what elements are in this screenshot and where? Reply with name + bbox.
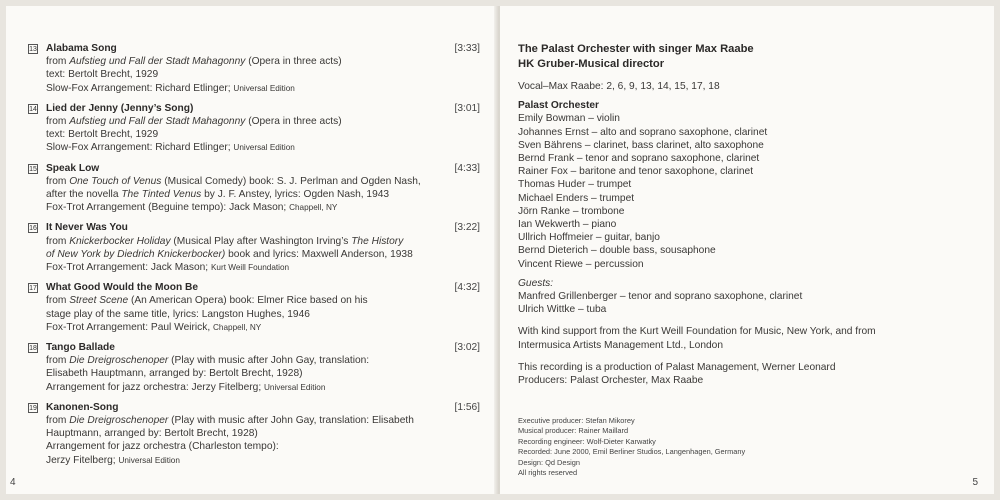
track-duration: [4:33] [454, 162, 480, 174]
musician-line: Bernd Frank – tenor and soprano saxophone, clarinet [518, 153, 760, 165]
publisher: Chappell, NY [213, 322, 262, 332]
track-number-badge: 16 [29, 225, 37, 233]
track-info-line: Arrangement for jazz orchestra: Jerzy Fitelberg; Universal Edition [46, 381, 326, 393]
musician-line: Vincent Riewe – percussion [518, 258, 644, 270]
track-info-line: from Die Dreigroschenoper (Play with music after John Gay, translation: Elisabeth [46, 415, 414, 427]
track-duration: [3:01] [454, 102, 480, 114]
guests-heading: Guests: [518, 277, 554, 289]
track-info-line: Elisabeth Hauptmann, arranged by: Bertolt Brecht, 1928) [46, 368, 303, 380]
track-entry [28, 281, 480, 334]
support-note [518, 325, 958, 351]
track-entry [28, 42, 480, 95]
track-entry [28, 401, 480, 467]
director-heading: HK Gruber-Musical director [518, 57, 665, 70]
track-info-line: Arrangement for jazz orchestra (Charleston tempo): [46, 441, 279, 453]
track-title: What Good Would the Moon Be [46, 282, 199, 294]
personnel-column [518, 42, 958, 387]
production-line: This recording is a production of Palast Management, Werner Leonard [518, 361, 836, 373]
track-title: Alabama Song [46, 43, 117, 54]
musician-list [518, 112, 958, 270]
track-info-line: text: Bertolt Brecht, 1929 [46, 129, 159, 141]
track-info-line: from Knickerbocker Holiday (Musical Play after Washington Irving’s The History [46, 235, 404, 247]
track-details [46, 221, 480, 274]
track-duration: [3:33] [454, 43, 480, 54]
track-info-line: from Aufstieg und Fall der Stadt Mahagonny (Opera in three acts) [46, 56, 342, 68]
track-duration: [3:02] [454, 342, 480, 354]
work-title: Aufstieg und Fall der Stadt Mahagonny [69, 116, 246, 128]
track-duration: [1:56] [454, 401, 480, 413]
vocal-line: Vocal–Max Raabe: 2, 6, 9, 13, 14, 15, 17, 18 [518, 81, 720, 92]
credit-line: Design: Qd Design [518, 457, 581, 467]
track-duration: [3:22] [454, 222, 480, 234]
work-title: Street Scene [69, 295, 129, 307]
credit-line: All rights reserved [518, 468, 578, 478]
musician-line: Bernd Dieterich – double bass, sousaphone [518, 245, 716, 257]
track-number-badge: 17 [29, 285, 37, 293]
work-title: of New York by Diedrich Knickerbocker) [46, 248, 226, 260]
track-info-line: after the novella The Tinted Venus by J. F. Anstey, lyrics: Ogden Nash, 1943 [46, 189, 390, 201]
track-list [28, 42, 480, 474]
track-duration: [4:32] [454, 282, 480, 294]
track-number-badge: 18 [29, 345, 37, 353]
track-number-badge: 19 [29, 404, 37, 412]
track-number-badge: 13 [29, 46, 37, 53]
work-title: Die Dreigroschenoper [69, 355, 169, 367]
work-title: Aufstieg und Fall der Stadt Mahagonny [69, 56, 246, 68]
support-line: Intermusica Artists Management Ltd., London [518, 339, 723, 351]
track-info-line: text: Bertolt Brecht, 1929 [46, 69, 159, 81]
track-title: Speak Low [46, 162, 100, 174]
production-credits [518, 416, 745, 478]
guest-line: Ulrich Wittke – tuba [518, 304, 607, 316]
production-note [518, 361, 958, 387]
credit-line: Recorded: June 2000, Emil Berliner Studios, Langenhagen, Germany [518, 447, 746, 457]
guest-line: Manfred Grillenberger – tenor and soprano saxophone, clarinet [518, 291, 803, 303]
track-info-line: from One Touch of Venus (Musical Comedy) book: S. J. Perlman and Ogden Nash, [46, 175, 421, 187]
work-title: The Tinted Venus [121, 189, 202, 201]
track-details [46, 42, 480, 95]
support-line: With kind support from the Kurt Weill Foundation for Music, New York, and from [518, 326, 876, 338]
track-entry [28, 341, 480, 394]
track-title: Lied der Jenny (Jenny’s Song) [46, 102, 194, 114]
right-page [500, 6, 994, 494]
track-info-line: Jerzy Fitelberg; Universal Edition [46, 454, 180, 466]
musician-line: Sven Bährens – clarinet, bass clarinet, alto saxophone [518, 139, 764, 151]
track-details [46, 401, 480, 467]
musician-line: Emily Bowman – violin [518, 113, 620, 125]
credit-line: Musical producer: Rainer Maillard [518, 426, 629, 436]
musician-line: Michael Enders – trumpet [518, 192, 635, 204]
track-details [46, 102, 480, 155]
track-number-badge: 14 [29, 105, 37, 113]
track-info-line: Fox-Trot Arrangement: Paul Weirick, Chappell, NY [46, 321, 262, 333]
track-details [46, 162, 480, 215]
right-page-number: 5 [972, 477, 978, 488]
work-title: Knickerbocker Holiday [69, 235, 171, 247]
musician-line: Rainer Fox – baritone and tenor saxophone, clarinet [518, 166, 754, 178]
publisher: Kurt Weill Foundation [210, 263, 290, 273]
track-details [46, 341, 480, 394]
left-page [6, 6, 497, 494]
track-info-line: from Street Scene (An American Opera) book: Elmer Rice based on his [46, 295, 368, 307]
publisher: Universal Edition [233, 83, 295, 93]
publisher: Universal Edition [233, 143, 295, 153]
track-info-line: Slow-Fox Arrangement: Richard Etlinger; Universal Edition [46, 142, 295, 154]
ensemble-heading: The Palast Orchester with singer Max Raabe [518, 43, 754, 55]
track-title: Tango Ballade [46, 342, 115, 354]
work-title: The History [351, 235, 404, 247]
track-number-badge: 15 [29, 165, 37, 173]
track-entry [28, 102, 480, 155]
publisher: Universal Edition [118, 455, 180, 465]
track-details [46, 281, 480, 334]
track-title: Kanonen-Song [46, 401, 119, 413]
track-entry [28, 221, 480, 274]
track-title: It Never Was You [46, 222, 128, 234]
production-line: Producers: Palast Orchester, Max Raabe [518, 375, 704, 387]
publisher: Chappell, NY [289, 203, 338, 213]
left-page-number: 4 [10, 477, 16, 488]
orchestra-heading: Palast Orchester [518, 100, 599, 112]
track-info-line: from Die Dreigroschenoper (Play with music after John Gay, translation: [46, 355, 370, 367]
track-entry [28, 162, 480, 215]
work-title: Die Dreigroschenoper [69, 415, 169, 427]
musician-line: Ian Wekwerth – piano [518, 219, 617, 231]
musician-line: Jörn Ranke – trombone [518, 205, 625, 217]
track-info-line: Fox-Trot Arrangement: Jack Mason; Kurt Weill Foundation [46, 262, 290, 274]
publisher: Universal Edition [263, 382, 326, 392]
track-info-line: Hauptmann, arranged by: Bertolt Brecht, 1928) [46, 428, 258, 440]
musician-line: Thomas Huder – trumpet [518, 179, 632, 191]
credit-line: Recording engineer: Wolf-Dieter Karwatky [518, 436, 656, 446]
track-info-line: Fox-Trot Arrangement (Beguine tempo): Jack Mason; Chappell, NY [46, 202, 338, 214]
work-title: One Touch of Venus [69, 175, 162, 187]
track-info-line: stage play of the same title, lyrics: Langston Hughes, 1946 [46, 308, 310, 320]
track-info-line: from Aufstieg und Fall der Stadt Mahagonny (Opera in three acts) [46, 116, 342, 128]
track-info-line: of New York by Diedrich Knickerbocker) book and lyrics: Maxwell Anderson, 1938 [46, 248, 413, 260]
guest-list [518, 290, 958, 316]
credit-line: Executive producer: Stefan Mikorey [518, 416, 635, 425]
track-info-line: Slow-Fox Arrangement: Richard Etlinger; Universal Edition [46, 82, 295, 94]
musician-line: Ullrich Hoffmeier – guitar, banjo [518, 232, 660, 244]
musician-line: Johannes Ernst – alto and soprano saxophone, clarinet [518, 126, 768, 138]
